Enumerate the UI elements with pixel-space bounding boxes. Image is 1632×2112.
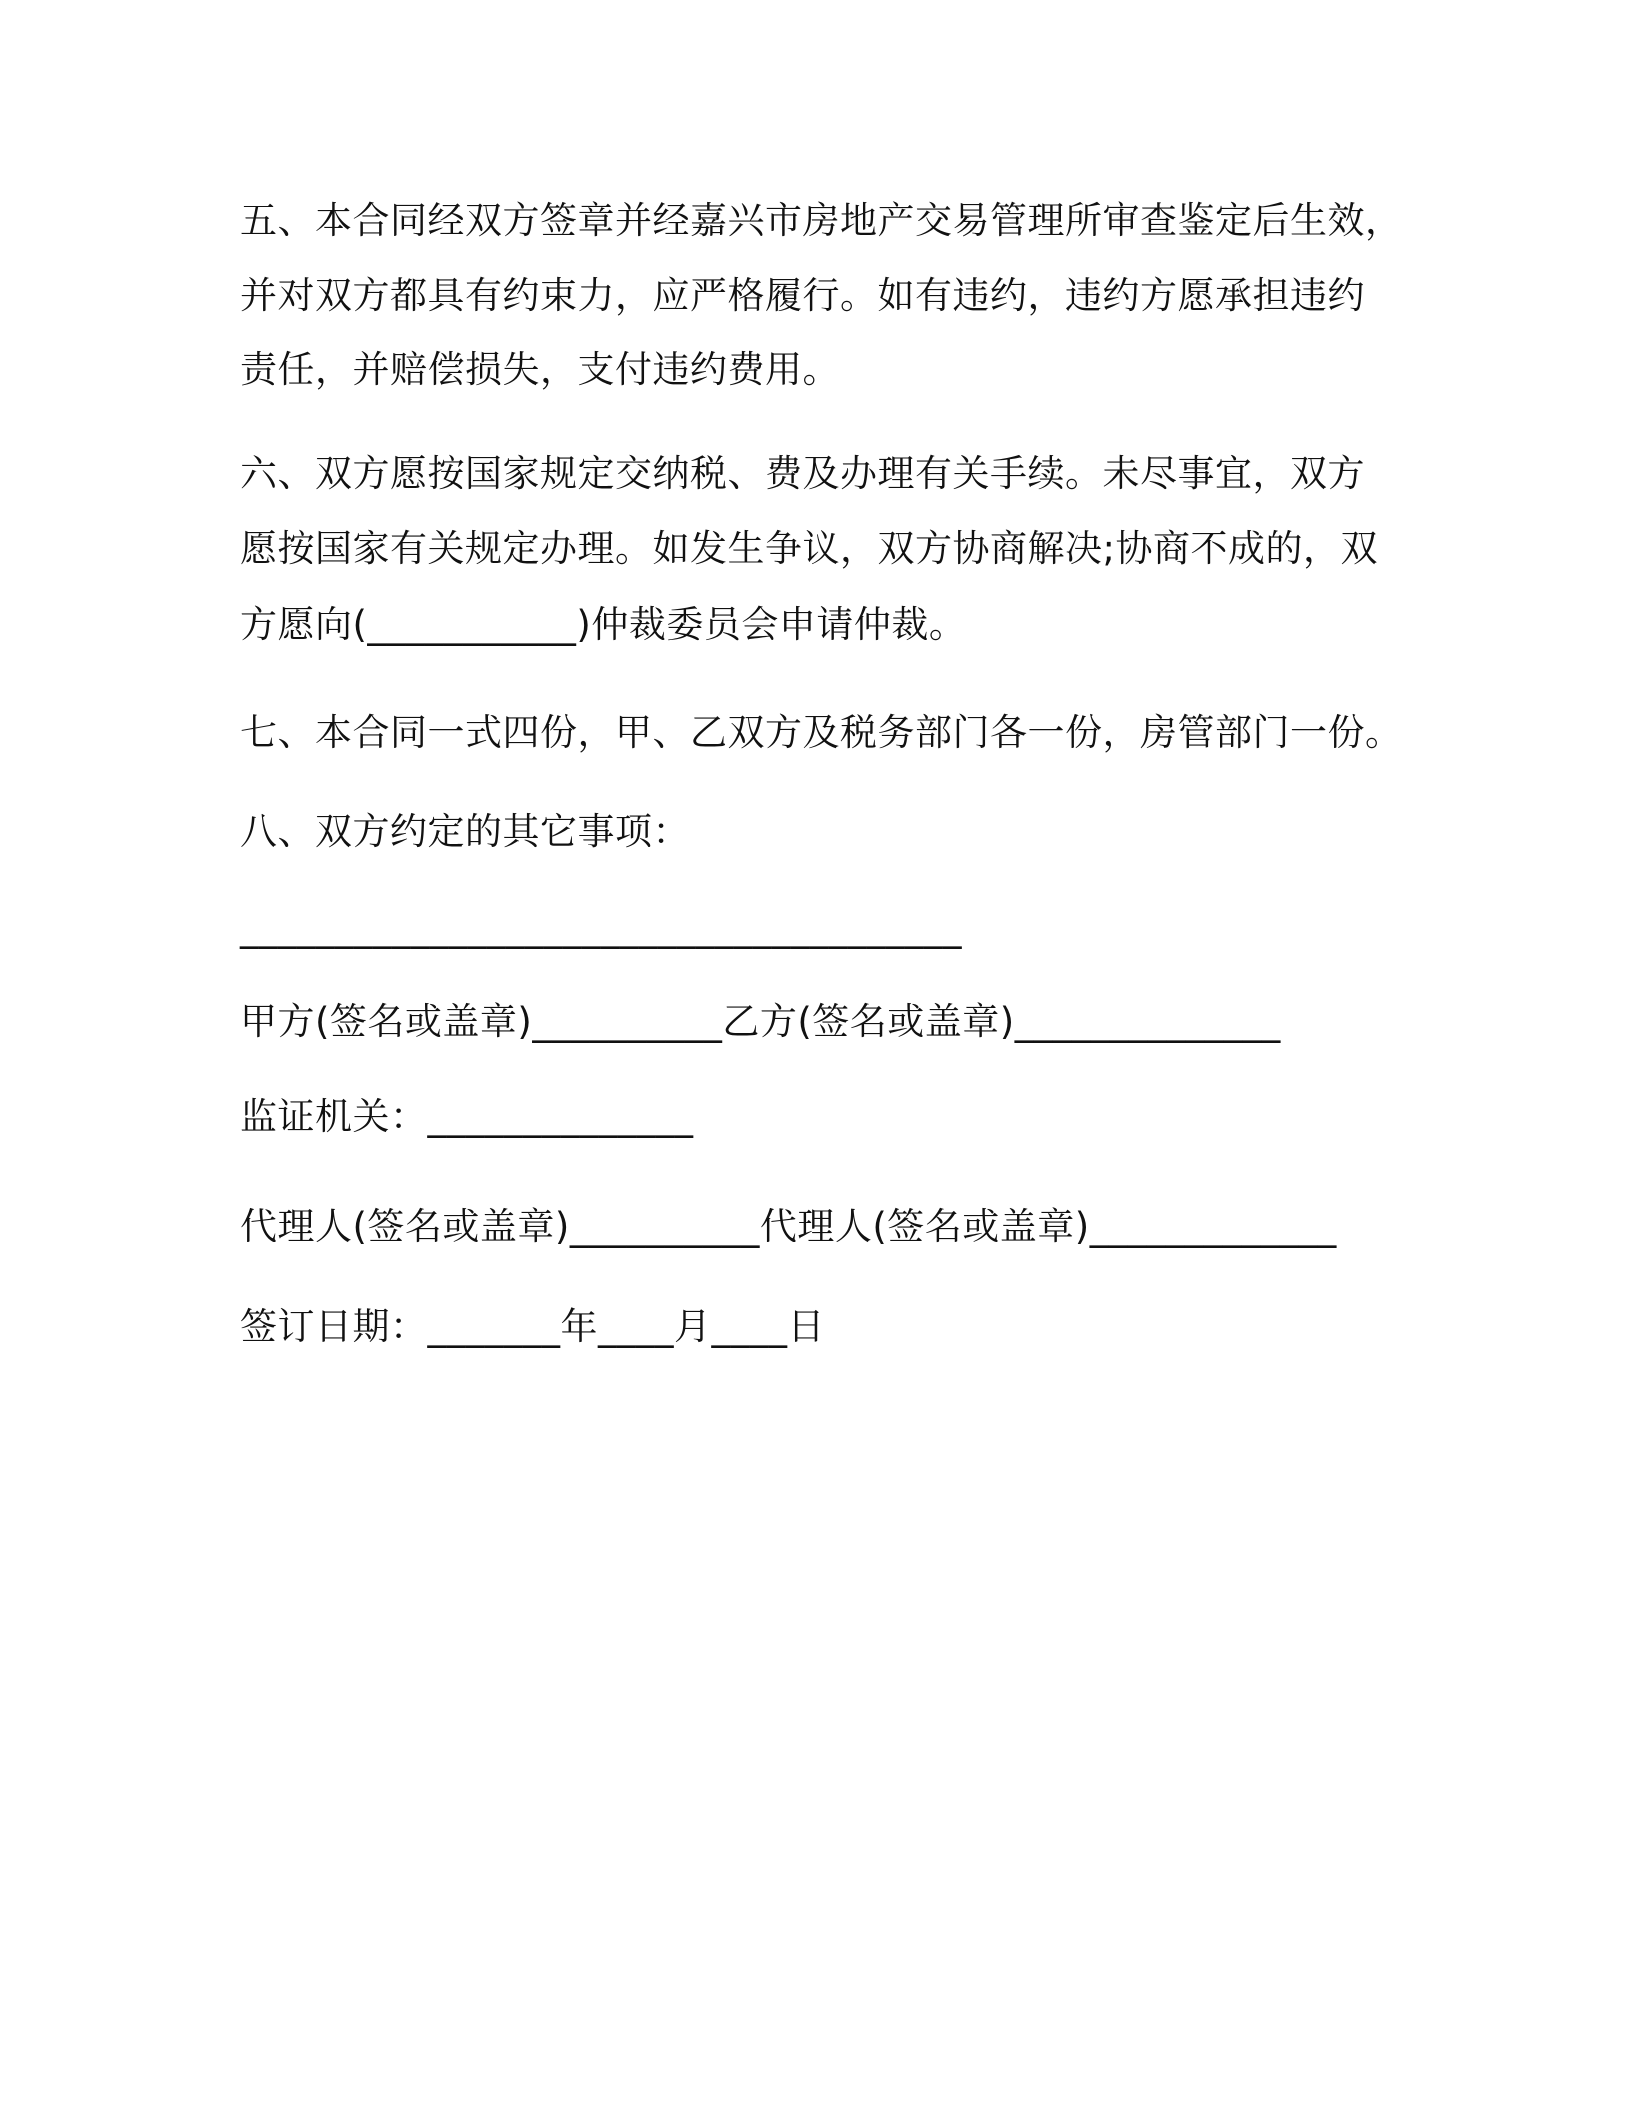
notary-line: 监证机关：______________: [240, 1095, 694, 1138]
clause-5-line-1: 五、本合同经双方签章并经嘉兴市房地产交易管理所审查鉴定后生效，: [240, 199, 1403, 242]
clause-7-line-1: 七、本合同一式四份，甲、乙双方及税务部门各一份，房管部门一份。: [240, 711, 1403, 754]
clause-6-line-1: 六、双方愿按国家规定交纳税、费及办理有关手续。未尽事宜，双方: [240, 452, 1365, 495]
clause-6-line-3: 方愿向(___________)仲裁委员会申请仲裁。: [240, 603, 967, 646]
clause-6-line-2: 愿按国家有关规定办理。如发生争议，双方协商解决;协商不成的，双: [240, 527, 1378, 570]
clause-8-line-1: 八、双方约定的其它事项：: [240, 810, 690, 853]
other-matters-blank: ______________________________________: [240, 906, 962, 949]
agent-signature-line: 代理人(签名或盖章)__________代理人(签名或盖章)_____________: [240, 1205, 1337, 1248]
clause-5-line-3: 责任，并赔偿损失，支付违约费用。: [240, 348, 840, 391]
signing-date-line: 签订日期：_______年____月____日: [240, 1305, 825, 1348]
party-signature-line: 甲方(签名或盖章)__________乙方(签名或盖章)______________: [240, 1000, 1281, 1043]
clause-5-line-2: 并对双方都具有约束力，应严格履行。如有违约，违约方愿承担违约: [240, 274, 1365, 317]
